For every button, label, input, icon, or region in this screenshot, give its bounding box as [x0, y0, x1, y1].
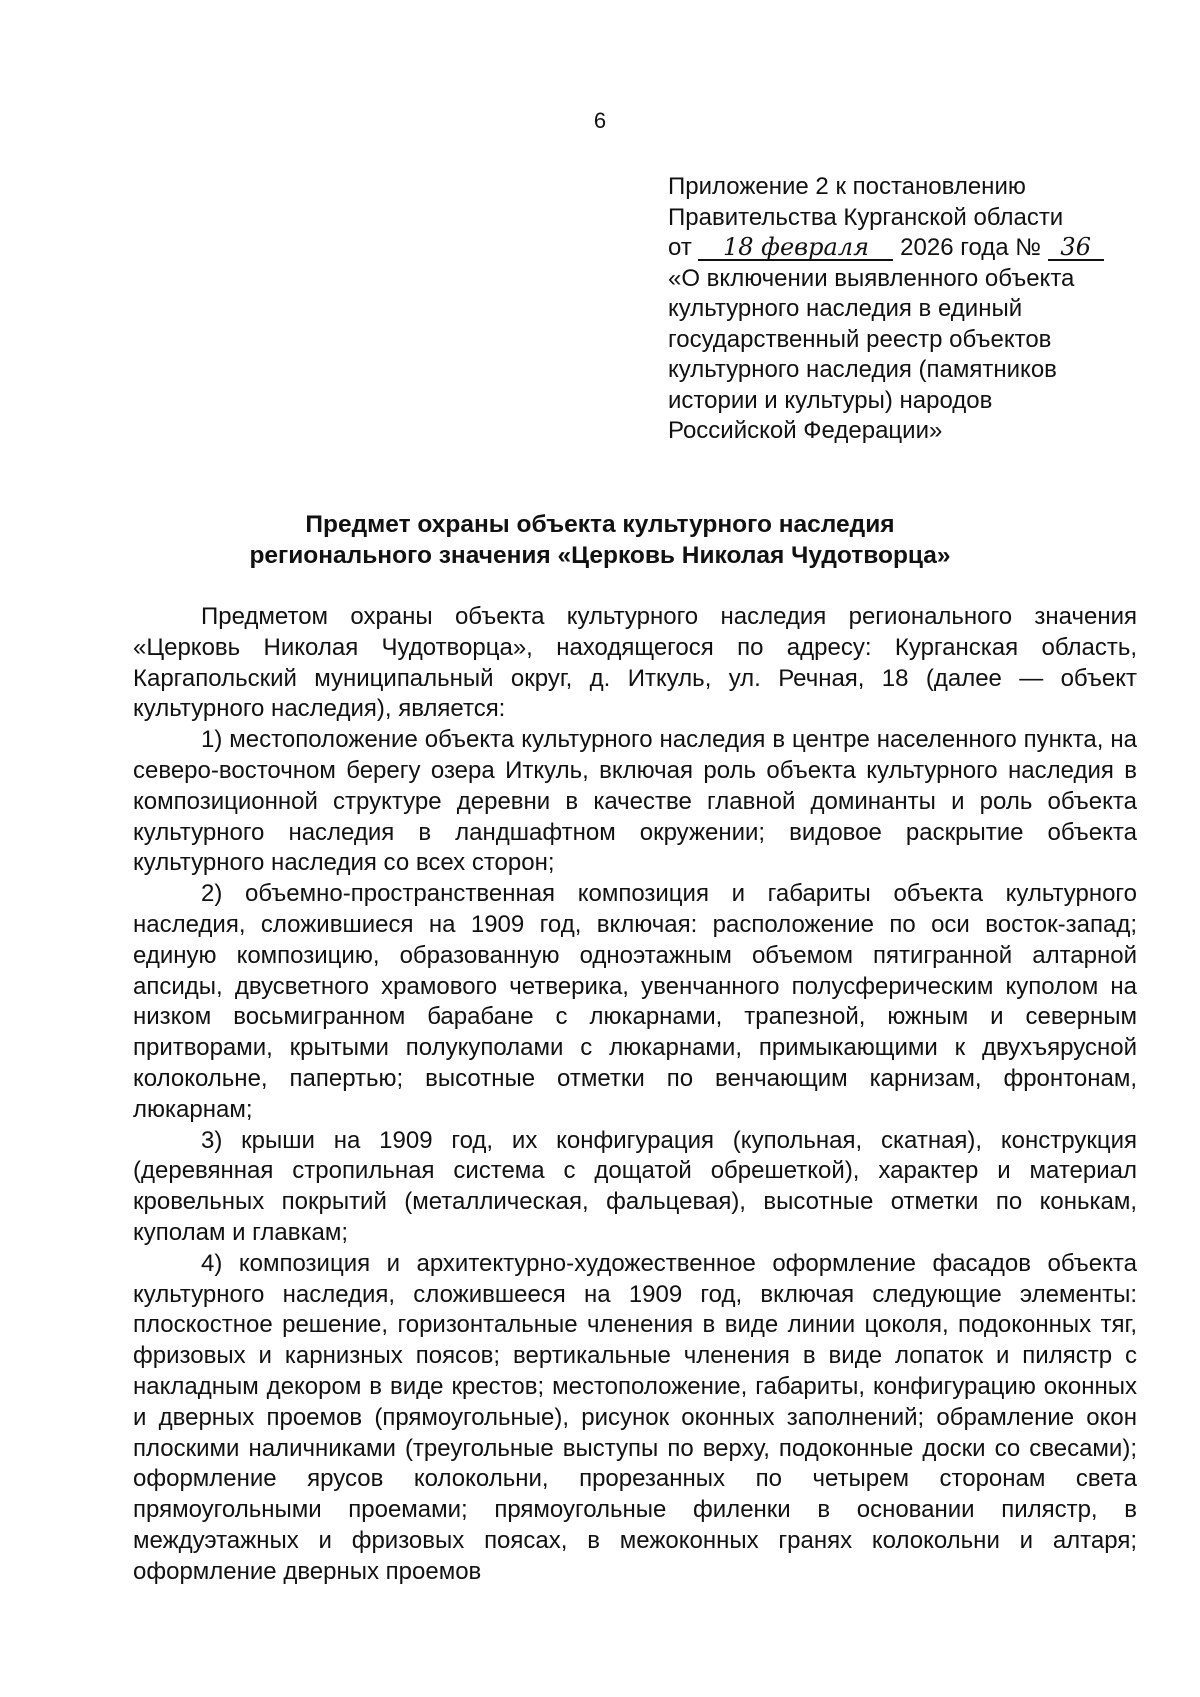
- appendix-header: [668, 172, 1138, 447]
- intro-paragraph: Предметом охраны объекта культурного наследия регионального значения «Церковь Николая Чудотворца», находящегося по адресу: Курганская область, Каргапольский муниципальный округ, д. Иткуль, ул. Речная, 18 (далее — объект культурного наследия), является:: [133, 603, 1137, 723]
- appendix-date-line: [668, 233, 1138, 264]
- appendix-line-4: «О включении выявленного объекта: [668, 264, 1075, 292]
- year-text: 2026 года №: [900, 234, 1042, 261]
- paragraph-item-4: 4) композиция и архитектурно-художественное оформление фасадов объекта культурного наследия, сложившееся на 1909 год, включая следующие элементы: плоскостное решение, горизонтальные членения в виде линии цоколя, подоконных тяг, фризовых и карнизных поясов; вертикальные членения в виде лопаток и пилястр с накладным декором в виде крестов; местоположение, габариты, конфигурацию оконных и дверных проемов (прямоугольные), рисунок оконных заполнений; обрамление окон плоскими наличниками (треугольные выступы по верху, подоконные доски со свесами); оформление ярусов колокольни, прорезанных по четырем сторонам света прямоугольными проемами; прямоугольные филенки в основании пилястр, в междуэтажных и фризовых поясах, в межоконных гранях колокольни и алтаря; оформление дверных проемов: [133, 1249, 1137, 1585]
- appendix-line-2: Правительства Курганской области: [668, 203, 1064, 231]
- appendix-line-9: Российской Федерации»: [668, 417, 943, 444]
- title-line-1: Предмет охраны объекта культурного наследия: [305, 511, 895, 538]
- paragraph-item-1: 1) местоположение объекта культурного наследия в центре населенного пункта, на северо-восточном берегу озера Иткуль, включая роль объекта культурного наследия в композиционной структуре деревни в качестве главной доминанты и роль объекта культурного наследия в ландшафтном окружении; видовое раскрытие объекта культурного наследия со всех сторон;: [133, 726, 1137, 877]
- date-prefix: от: [668, 234, 692, 261]
- document-body: [133, 602, 1137, 1588]
- paragraph-item-2: 2) объемно-пространственная композиция и габариты объекта культурного наследия, сложившиеся на 1909 год, включая: расположение по оси восток-запад; единую композицию, образованную одноэтажным объемом пятигранной алтарной апсиды, двусветного храмового четверика, увенчанного полусферическим куполом на низком восьмигранном барабане с люкарнами, трапезной, южным и северным притворами, крытыми полукуполами с люкарнами, примыкающими к двухъярусной колокольне, папертью; высотные отметки по венчающим карнизам, фронтонам, люкарнам;: [133, 880, 1137, 1123]
- appendix-line-7: культурного наследия (памятников: [668, 356, 1057, 383]
- handwritten-date: 18 февраля: [698, 235, 893, 261]
- handwritten-number: 36: [1048, 235, 1104, 261]
- appendix-line-5: культурного наследия в единый: [668, 295, 1023, 322]
- appendix-line-8: истории и культуры) народов: [668, 386, 993, 414]
- title-line-2: регионального значения «Церковь Николая Чудотворца»: [249, 542, 951, 569]
- paragraph-item-3: 3) крыши на 1909 год, их конфигурация (купольная, скатная), конструкция (деревянная стропильная система с дощатой обрешеткой), характер и материал кровельных покрытий (металлическая, фальцевая), высотные отметки по конькам, куполам и главкам;: [133, 1126, 1137, 1246]
- document-title: [0, 509, 1200, 571]
- appendix-line-6: государственный реестр объектов: [668, 325, 1052, 353]
- page-number: 6: [593, 108, 607, 133]
- appendix-line-1: Приложение 2 к постановлению: [668, 173, 1026, 200]
